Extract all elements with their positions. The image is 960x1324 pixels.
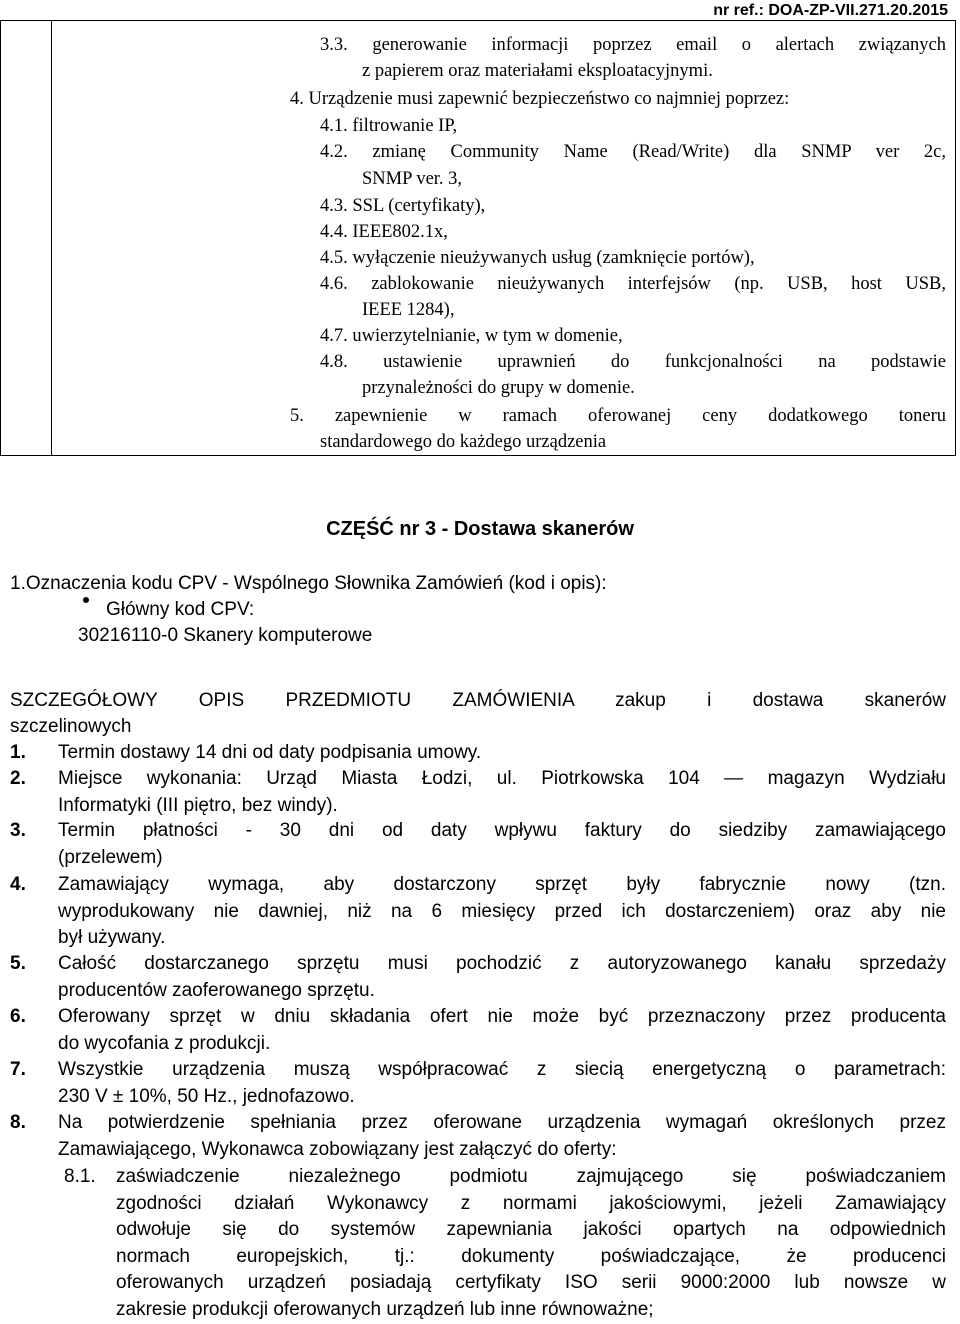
item-text-line: Termin płatności - 30 dni od daty wpływu faktury do siedziby zamawiającego bbox=[58, 820, 946, 841]
item-text-line: Informatyki (III piętro, bez windy). bbox=[58, 794, 338, 816]
section-heading: CZĘŚĆ nr 3 - Dostawa skanerów bbox=[326, 518, 634, 540]
table-column-divider bbox=[51, 21, 52, 455]
item-number: 2. bbox=[10, 768, 26, 789]
item-number: 3. bbox=[10, 820, 26, 841]
table-line: 4.3. SSL (certyfikaty), bbox=[320, 196, 486, 216]
item-text-line: wyprodukowany nie dawniej, niż na 6 miesięcy przed ich dostarczeniem) oraz aby nie bbox=[58, 900, 946, 922]
item-number: 1. bbox=[10, 742, 26, 763]
item-text-line: Zamawiający wymaga, aby dostarczony sprzęt były fabrycznie nowy (tzn. bbox=[58, 874, 946, 895]
table-line: 4.4. IEEE802.1x, bbox=[320, 222, 448, 242]
item-text-line: Zamawiającego, Wykonawca zobowiązany jest załączyć do oferty: bbox=[58, 1138, 617, 1160]
item-number: 7. bbox=[10, 1059, 26, 1080]
table-line: z papierem oraz materiałami eksploatacyjnymi. bbox=[362, 61, 713, 81]
sub-item-text-line: zgodności działań Wykonawcy z normami jakościowymi, jeżeli Zamawiający bbox=[116, 1192, 946, 1214]
bullet-icon bbox=[83, 597, 89, 603]
table-line: 4.2. zmianę Community Name (Read/Write) dla SNMP ver 2c, bbox=[320, 142, 946, 162]
item-text-line: Miejsce wykonania: Urząd Miasta Łodzi, ul. Piotrkowska 104 — magazyn Wydziału bbox=[58, 768, 946, 789]
spec-title: SZCZEGÓŁOWY OPIS PRZEDMIOTU ZAMÓWIENIA zakup i dostawa skanerów bbox=[10, 690, 946, 711]
item-text-line: (przelewem) bbox=[58, 846, 163, 868]
table-line: 4.8. ustawienie uprawnień do funkcjonalności na podstawie bbox=[320, 352, 946, 372]
table-line: SNMP ver. 3, bbox=[362, 169, 463, 189]
item-text-line: do wycofania z produkcji. bbox=[58, 1032, 271, 1054]
table-line: IEEE 1284), bbox=[362, 300, 455, 320]
document-reference: nr ref.: DOA-ZP-VII.271.20.2015 bbox=[713, 2, 948, 19]
item-text-line: Całość dostarczanego sprzętu musi pochodzić z autoryzowanego kanału sprzedaży bbox=[58, 953, 946, 974]
table-line: 4.6. zablokowanie nieużywanych interfejsów (np. USB, host USB, bbox=[320, 274, 946, 294]
table-line: standardowego do każdego urządzenia bbox=[320, 432, 607, 452]
table-line: 4. Urządzenie musi zapewnić bezpieczeństwo co najmniej poprzez: bbox=[290, 89, 790, 109]
item-text-line: 230 V ± 10%, 50 Hz., jednofazowo. bbox=[58, 1085, 355, 1107]
item-text-line: Wszystkie urządzenia muszą współpracować z siecią energetyczną o parametrach: bbox=[58, 1059, 946, 1080]
item-text-line: Termin dostawy 14 dni od daty podpisania umowy. bbox=[58, 742, 482, 763]
cpv-title: 1.Oznaczenia kodu CPV - Wspólnego Słownika Zamówień (kod i opis): bbox=[10, 573, 607, 594]
sub-item-number: 8.1. bbox=[64, 1166, 96, 1187]
table-line: 5. zapewnienie w ramach oferowanej ceny dodatkowego toneru bbox=[290, 406, 946, 426]
item-number: 4. bbox=[10, 874, 26, 895]
cpv-code: 30216110-0 Skanery komputerowe bbox=[78, 625, 373, 646]
table-line: 4.7. uwierzytelnianie, w tym w domenie, bbox=[320, 326, 623, 346]
table-line: 4.5. wyłączenie nieużywanych usług (zamknięcie portów), bbox=[320, 248, 755, 268]
item-number: 6. bbox=[10, 1006, 26, 1027]
item-text-line: był używany. bbox=[58, 927, 166, 948]
item-text-line: Na potwierdzenie spełniania przez oferowane urządzenia wymagań określonych przez bbox=[58, 1112, 946, 1133]
sub-item-text-line: zakresie produkcji oferowanych urządzeń lub inne równoważne; bbox=[116, 1298, 654, 1320]
sub-item-text-line: odwołuje się do systemów zapewniania jakości opartych na odpowiednich bbox=[116, 1219, 946, 1240]
sub-item-text-line: zaświadczenie niezależnego podmiotu zajmującego się poświadczaniem bbox=[116, 1166, 946, 1187]
table-line: 4.1. filtrowanie IP, bbox=[320, 116, 458, 136]
item-number: 5. bbox=[10, 953, 26, 974]
item-text-line: Oferowany sprzęt w dniu składania ofert nie może być przeznaczony przez producenta bbox=[58, 1006, 946, 1027]
item-number: 8. bbox=[10, 1112, 26, 1133]
table-line: przynależności do grupy w domenie. bbox=[362, 378, 635, 398]
spec-title-cont: szczelinowych bbox=[10, 716, 132, 737]
sub-item-text-line: oferowanych urządzeń posiadają certyfikaty ISO serii 9000:2000 lub nowsze w bbox=[116, 1272, 946, 1293]
sub-item-text-line: normach europejskich, tj.: dokumenty poświadczające, że producenci bbox=[116, 1245, 946, 1267]
table-line: 3.3. generowanie informacji poprzez email o alertach związanych bbox=[320, 35, 946, 55]
item-text-line: producentów zaoferowanego sprzętu. bbox=[58, 979, 375, 1001]
cpv-main-label: Główny kod CPV: bbox=[106, 599, 255, 620]
